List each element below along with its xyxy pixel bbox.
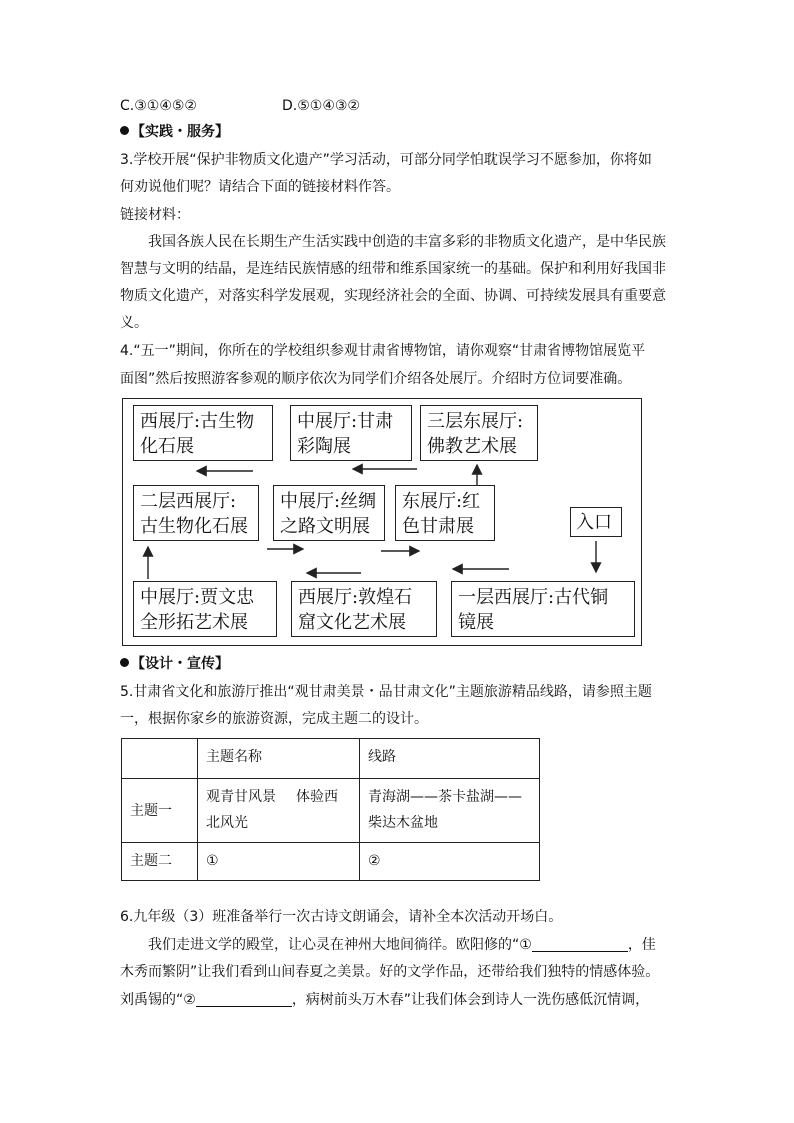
room-center-pottery: 中展厅:甘肃 彩陶展: [290, 405, 412, 461]
room-west-fossil: 西展厅:古生物 化石展: [133, 405, 273, 461]
material-line-4: 义。: [120, 315, 148, 331]
room-third-floor-buddhist: 三层东展厅: 佛教艺术展: [420, 405, 538, 461]
room-center-rubbing: 中展厅:贾文忠 全形拓艺术展: [133, 581, 277, 637]
room-first-west-mirror: 一层西展厅:古代铜 镜展: [451, 581, 635, 637]
table-header-cell: 主题名称: [198, 739, 360, 779]
row-label-theme-1: 主题一: [122, 779, 198, 843]
material-line-1: 我国各族人民在长期生产生活实践中创造的丰富多彩的非物质文化遗产，是中华民族: [148, 234, 666, 250]
option-d: D.⑤①④③②: [282, 98, 360, 114]
route-arrows: [123, 399, 641, 645]
material-line-3: 物质文化遗产，对落实科学发展观，实现经济社会的全面、协调、可持续发展具有重要意: [120, 288, 666, 304]
table-row: [122, 779, 540, 843]
row-label-theme-2: 主题二: [122, 843, 198, 881]
q5-line-1: 5.甘肃省文化和旅游厅推出“观甘肃美景・品甘肃文化”主题旅游精品线路，请参照主题: [120, 684, 652, 700]
theme-2-route-blank[interactable]: ②: [360, 843, 540, 881]
table-header-cell: 线路: [360, 739, 540, 779]
q3-line-2: 何劝说他们呢？请结合下面的链接材料作答。: [120, 179, 400, 195]
theme-1-route: 青海湖——茶卡盐湖—— 柴达木盆地: [360, 779, 540, 843]
entrance: 入口: [570, 507, 622, 537]
room-east-red-gansu: 东展厅:红 色甘肃展: [395, 485, 495, 541]
room-center-silkroad: 中展厅:丝绸 之路文明展: [273, 485, 385, 541]
table-header-cell: [122, 739, 198, 779]
theme-2-name-blank[interactable]: ①: [198, 843, 360, 881]
q5-line-2: 一，根据你家乡的旅游资源，完成主题二的设计。: [120, 711, 428, 727]
bullet-icon: [120, 658, 129, 667]
theme-table: [121, 738, 540, 881]
q3-line-1: 3.学校开展“保护非物质文化遗产”学习活动，可部分同学怕耽误学习不愿参加，你将如: [120, 152, 652, 168]
blank-1[interactable]: [532, 935, 628, 952]
room-second-west-fossil: 二层西展厅: 古生物化石展: [133, 485, 259, 541]
option-c: C.③①④⑤②: [120, 98, 197, 114]
table-row: [122, 843, 540, 881]
section-design-heading: 【设计・宣传】: [120, 654, 229, 674]
q6-line-2: 我们走进文学的殿堂，让心灵在神州大地间徜徉。欧阳修的“① ，佳: [148, 937, 656, 953]
section-practice-heading: 【实践・服务】: [120, 122, 229, 142]
q6-line-4: 刘禹锡的“② ，病树前头万木春”让我们体会到诗人一洗伤感低沉情调，: [120, 992, 650, 1008]
q6-line-1: 6.九年级（3）班准备举行一次古诗文朗诵会，请补全本次活动开场白。: [120, 909, 563, 925]
answer-options: [120, 96, 360, 116]
blank-2[interactable]: [196, 990, 292, 1007]
material-label: 链接材料：: [120, 207, 190, 223]
q4-line-2: 面图”然后按照游客参观的顺序依次为同学们介绍各处展厅。介绍时方位词要准确。: [120, 371, 632, 387]
bullet-icon: [120, 126, 129, 135]
q4-line-1: 4.“五一”期间，你所在的学校组织参观甘肃省博物馆，请你观察“甘肃省博物馆展览平: [120, 343, 646, 359]
theme-1-name: 观青甘风景 体验西 北风光: [198, 779, 360, 843]
material-line-2: 智慧与文明的结晶，是连结民族情感的纽带和维系国家统一的基础。保护和利用好我国非: [120, 261, 666, 277]
table-header-row: [122, 739, 540, 779]
museum-floor-plan: [122, 398, 642, 646]
room-west-dunhuang: 西展厅:敦煌石 窟文化艺术展: [291, 581, 437, 637]
q6-line-3: 木秀而繁阴”让我们看到山间春夏之美景。好的文学作品，还带给我们独特的情感体验。: [120, 964, 660, 980]
